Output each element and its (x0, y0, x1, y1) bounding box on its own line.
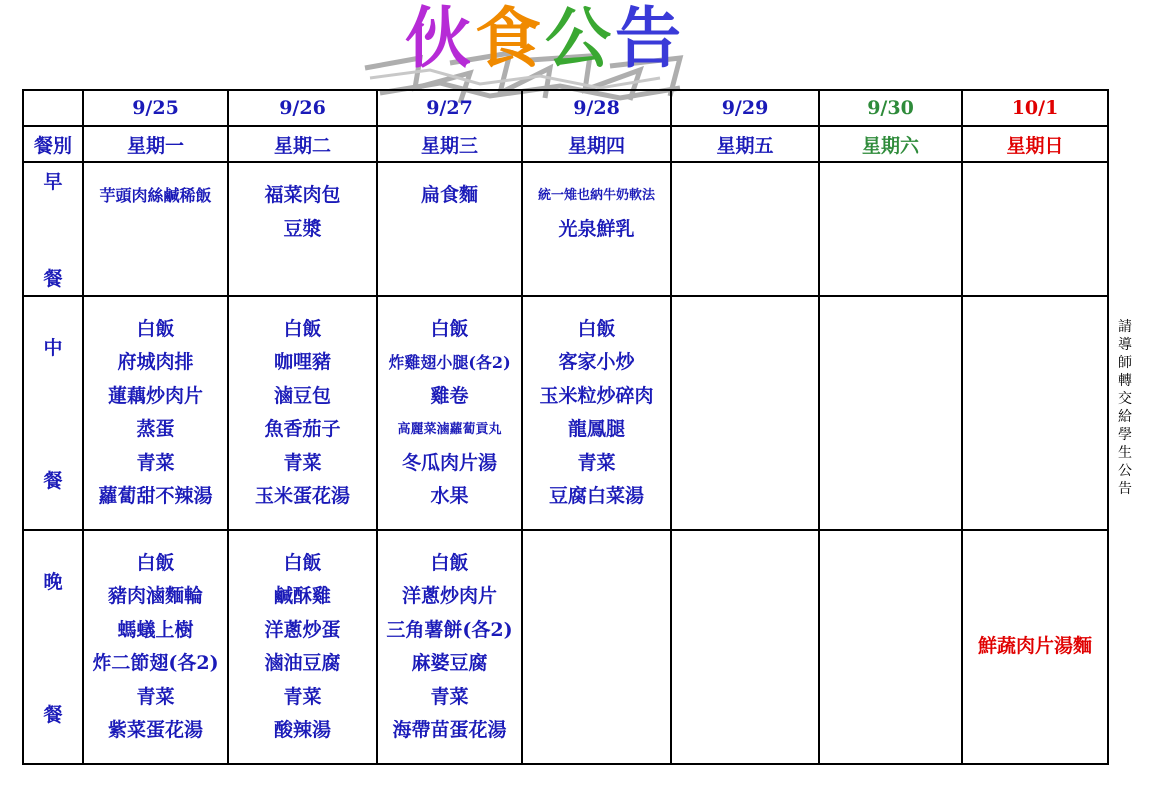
dish-item: 魚香茄子 (264, 418, 341, 440)
page-title (405, 0, 685, 77)
dish-item: 白飯 (430, 551, 469, 574)
date-cell: 10/1 (962, 90, 1108, 126)
meal-label-top: 早 (43, 171, 63, 193)
dish-item: 白飯 (430, 317, 469, 340)
corner-cell (23, 90, 83, 126)
day-cell (83, 162, 228, 296)
dish-item: 三角薯餅(各2) (386, 618, 513, 641)
dish-item: 滷油豆腐 (264, 652, 341, 674)
dish-item: 青菜 (283, 685, 322, 708)
day-cell (671, 296, 819, 530)
dish-item: 咖哩豬 (273, 351, 331, 373)
dish-item: 龍鳳腿 (567, 418, 625, 440)
meal-label-bottom: 餐 (43, 268, 63, 290)
day-cell (522, 530, 671, 764)
day-cell (377, 162, 522, 296)
dish-item: 福菜肉包 (264, 184, 341, 206)
weekday-row (23, 126, 1108, 162)
date-cell: 9/27 (377, 90, 522, 126)
dish-item: 滷豆包 (273, 384, 331, 407)
day-cell (228, 162, 377, 296)
dish-item: 麻婆豆腐 (411, 652, 488, 674)
meal-label-bottom: 餐 (43, 470, 63, 492)
title-char-1: 伙 (405, 0, 475, 77)
dish-item: 水果 (430, 485, 469, 507)
weekday-cell: 星期四 (522, 126, 671, 162)
title-char-4: 告 (615, 0, 685, 77)
day-cell (83, 530, 228, 764)
date-cell: 9/30 (819, 90, 962, 126)
dish-item: 鹹酥雞 (273, 585, 331, 607)
dish-item: 冬瓜肉片湯 (401, 451, 497, 474)
dish-item: 府城肉排 (117, 351, 194, 373)
dish-item: 白飯 (136, 317, 175, 340)
meal-type-header: 餐別 (23, 126, 83, 162)
meal-label-lunch (23, 296, 83, 530)
date-cell: 9/28 (522, 90, 671, 126)
dish-item: 青菜 (136, 451, 175, 474)
day-cell (962, 296, 1108, 530)
dish-item: 海帶苗蛋花湯 (392, 719, 507, 741)
weekday-cell: 星期一 (83, 126, 228, 162)
breakfast-row (23, 162, 1108, 296)
dish-item: 炸二節翅(各2) (92, 652, 219, 674)
weekday-cell: 星期六 (819, 126, 962, 162)
day-cell (377, 530, 522, 764)
meal-label-top: 晚 (43, 571, 63, 593)
dish-item: 白飯 (283, 551, 322, 574)
day-cell (228, 296, 377, 530)
title-char-3: 公 (545, 0, 615, 77)
dish-item: 白飯 (577, 317, 616, 340)
day-cell (819, 162, 962, 296)
weekday-cell: 星期五 (671, 126, 819, 162)
day-cell (83, 296, 228, 530)
dish-item: 扁食麵 (420, 184, 478, 206)
date-cell: 9/25 (83, 90, 228, 126)
dish-item: 炸雞翅小腿(各2) (388, 353, 511, 372)
dish-item: 白飯 (283, 317, 322, 340)
dish-item: 豆腐白菜湯 (548, 485, 644, 507)
date-cell: 9/26 (228, 90, 377, 126)
day-cell (671, 162, 819, 296)
dish-item: 鮮蔬肉片湯麵 (977, 635, 1092, 658)
day-cell (522, 296, 671, 530)
dish-item: 玉米蛋花湯 (254, 485, 350, 507)
meal-label-top: 中 (43, 337, 63, 359)
weekday-cell: 星期二 (228, 126, 377, 162)
dish-item: 蘿蔔甜不辣湯 (98, 485, 213, 507)
day-cell (819, 296, 962, 530)
day-cell (228, 530, 377, 764)
dish-item: 豬肉滷麵輪 (107, 585, 203, 607)
lunch-row (23, 296, 1108, 530)
dish-item: 紫菜蛋花湯 (107, 719, 203, 741)
dish-item: 青菜 (283, 451, 322, 474)
dish-item: 光泉鮮乳 (558, 217, 635, 240)
menu-table (22, 89, 1109, 765)
side-note: 請導師轉交給學生公告 (1118, 319, 1132, 497)
dish-item: 洋蔥炒肉片 (401, 585, 497, 607)
dish-item: 青菜 (136, 685, 175, 708)
dish-item: 洋蔥炒蛋 (264, 618, 341, 641)
dish-item: 蒸蛋 (136, 418, 175, 440)
dish-item: 青菜 (430, 685, 469, 708)
dish-item: 雞卷 (430, 384, 469, 407)
dish-item: 芋頭肉絲鹹稀飯 (99, 186, 212, 205)
dish-item: 酸辣湯 (273, 719, 331, 741)
day-cell (377, 296, 522, 530)
dish-item: 高麗菜滷蘿蔔貢丸 (397, 422, 502, 437)
title-banner (0, 0, 1154, 100)
dish-item: 客家小炒 (558, 351, 635, 373)
day-cell (962, 530, 1108, 764)
dish-item: 白飯 (136, 551, 175, 574)
weekday-cell: 星期三 (377, 126, 522, 162)
meal-label-breakfast (23, 162, 83, 296)
weekday-cell: 星期日 (962, 126, 1108, 162)
dish-item: 蓮藕炒肉片 (107, 384, 203, 407)
date-row (23, 90, 1108, 126)
date-cell: 9/29 (671, 90, 819, 126)
day-cell (522, 162, 671, 296)
day-cell (671, 530, 819, 764)
meal-label-bottom: 餐 (43, 704, 63, 726)
meal-label-dinner (23, 530, 83, 764)
dish-item: 豆漿 (283, 217, 322, 240)
day-cell (962, 162, 1108, 296)
dinner-row (23, 530, 1108, 764)
dish-item: 螞蟻上樹 (117, 618, 194, 641)
dish-item: 統一雉也納牛奶軟法 (537, 188, 655, 203)
dish-item: 青菜 (577, 451, 616, 474)
day-cell (819, 530, 962, 764)
title-char-2: 食 (475, 0, 545, 77)
dish-item: 玉米粒炒碎肉 (539, 384, 654, 407)
